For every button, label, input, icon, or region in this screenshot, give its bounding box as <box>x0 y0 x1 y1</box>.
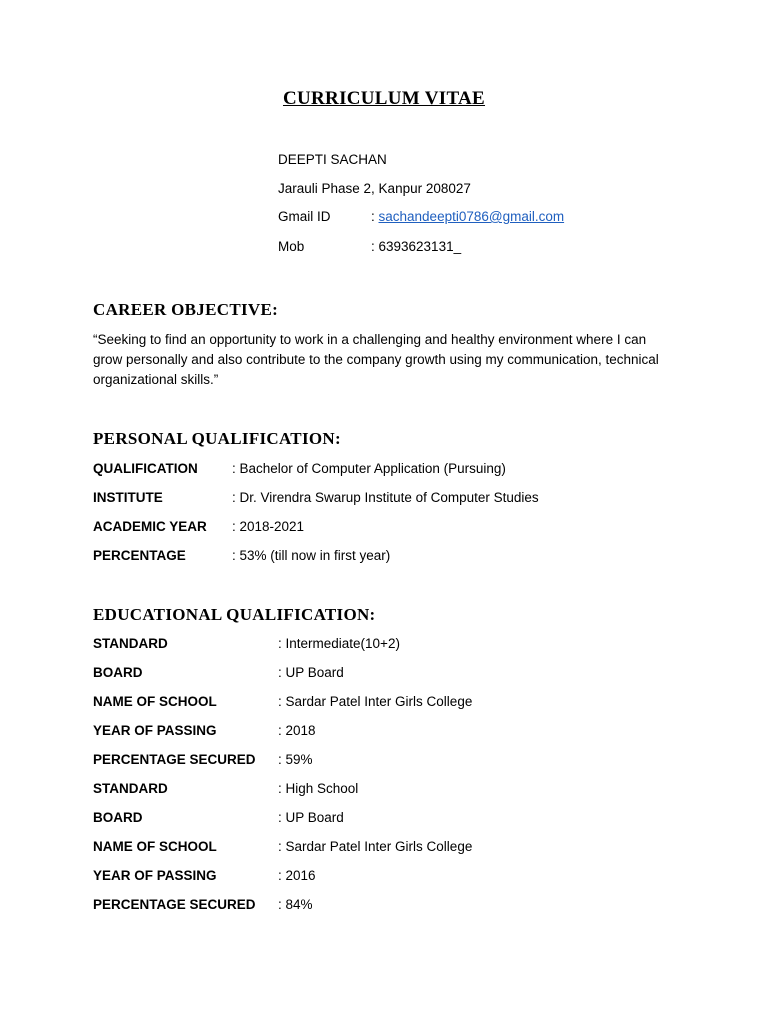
row-value: : Sardar Patel Inter Girls College <box>278 839 473 854</box>
email-link[interactable]: sachandeepti0786@gmail.com <box>378 209 565 224</box>
row-label: YEAR OF PASSING <box>93 723 217 738</box>
row-value: : 2018 <box>278 723 316 738</box>
gmail-label: Gmail ID <box>278 209 331 224</box>
row-value: : 59% <box>278 752 313 767</box>
row-label: PERCENTAGE <box>93 548 186 563</box>
qualification-row <box>93 780 693 798</box>
qualification-row <box>93 896 693 914</box>
career-objective-text: “Seeking to find an opportunity to work in a challenging and healthy environment where I can grow personally and also contribute to the company growth using my communication, technical organizational skills.” <box>93 332 659 387</box>
qualification-row <box>93 489 693 507</box>
mobile-value: : 6393623131_ <box>371 239 462 254</box>
row-label: NAME OF SCHOOL <box>93 694 217 709</box>
row-value: : 53% (till now in first year) <box>232 548 391 563</box>
row-value: : 84% <box>278 897 313 912</box>
candidate-name: DEEPTI SACHAN <box>278 152 387 167</box>
qualification-row <box>93 460 693 478</box>
qualification-row <box>93 547 693 565</box>
row-value: : Sardar Patel Inter Girls College <box>278 694 473 709</box>
row-label: NAME OF SCHOOL <box>93 839 217 854</box>
row-value: : 2016 <box>278 868 316 883</box>
document-title: CURRICULUM VITAE <box>282 88 486 109</box>
gmail-value-wrap <box>371 208 564 226</box>
career-objective-heading: CAREER OBJECTIVE: <box>93 300 279 319</box>
row-value: : High School <box>278 781 359 796</box>
row-value: : Dr. Virendra Swarup Institute of Computer Studies <box>232 490 539 505</box>
row-label: BOARD <box>93 810 143 825</box>
row-label: PERCENTAGE SECURED <box>93 897 256 912</box>
row-label: PERCENTAGE SECURED <box>93 752 256 767</box>
row-label: ACADEMIC YEAR <box>93 519 207 534</box>
qualification-row <box>93 809 693 827</box>
row-label: YEAR OF PASSING <box>93 868 217 883</box>
qualification-row <box>93 838 693 856</box>
row-value: : Bachelor of Computer Application (Pursuing) <box>232 461 506 476</box>
row-value: : Intermediate(10+2) <box>278 636 400 651</box>
row-label: INSTITUTE <box>93 490 163 505</box>
gmail-separator: : <box>371 209 379 224</box>
qualification-row <box>93 693 693 711</box>
row-value: : 2018-2021 <box>232 519 305 534</box>
qualification-row <box>93 867 693 885</box>
qualification-row <box>93 751 693 769</box>
row-value: : UP Board <box>278 665 344 680</box>
mobile-label: Mob <box>278 239 305 254</box>
educational-qualification-heading: EDUCATIONAL QUALIFICATION: <box>93 605 376 624</box>
row-label: STANDARD <box>93 636 168 651</box>
row-label: BOARD <box>93 665 143 680</box>
qualification-row <box>93 635 693 653</box>
personal-qualification-heading: PERSONAL QUALIFICATION: <box>93 429 341 448</box>
qualification-row <box>93 664 693 682</box>
qualification-row <box>93 722 693 740</box>
row-label: STANDARD <box>93 781 168 796</box>
row-value: : UP Board <box>278 810 344 825</box>
candidate-address: Jarauli Phase 2, Kanpur 208027 <box>278 181 471 196</box>
qualification-row <box>93 518 693 536</box>
row-label: QUALIFICATION <box>93 461 198 476</box>
